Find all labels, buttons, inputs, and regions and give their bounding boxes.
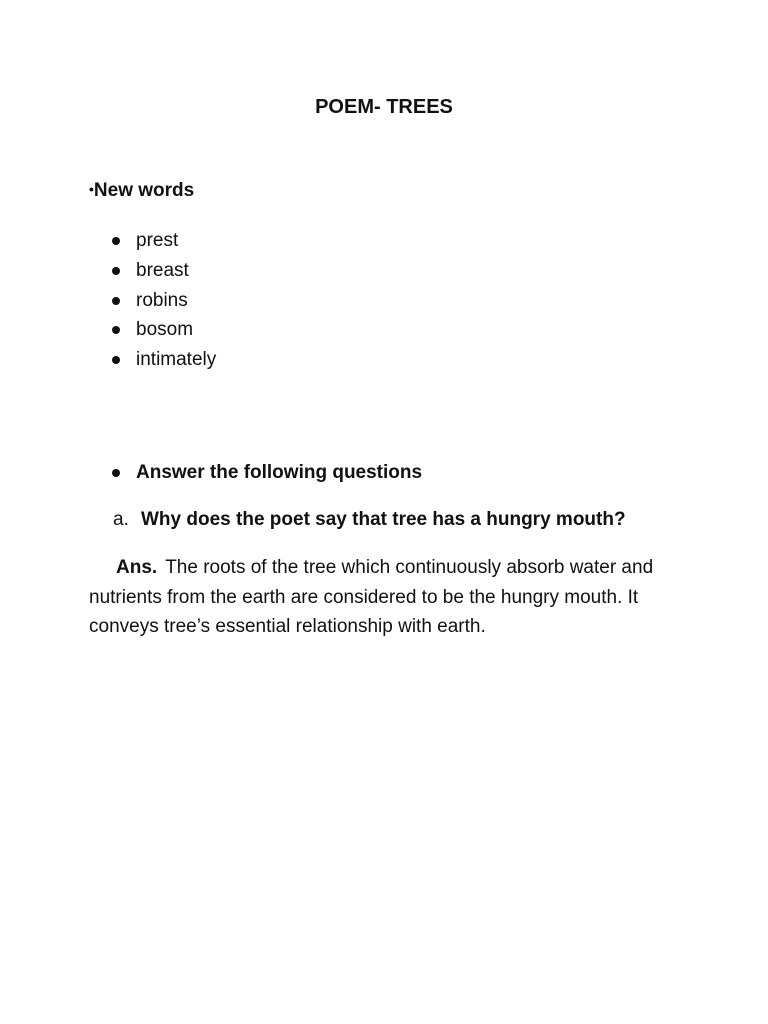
question-a [113,507,626,533]
new-words-list [110,228,216,377]
answer-a [89,553,689,642]
bullet-icon [112,356,120,364]
answer-label: Ans. [116,557,158,578]
question-marker: a. [113,509,129,530]
question-text: Why does the poet say that tree has a hungry mouth? [141,509,626,530]
list-item [110,288,216,318]
word-text: breast [136,259,189,281]
answer-text: The roots of the tree which continuously absorb water and nutrients from the earth are considered to be the hungry mouth. It conveys tree’s essential relationship with earth. [89,557,654,637]
list-item [110,347,216,377]
bullet-icon [112,469,120,477]
bullet-icon [112,267,120,275]
word-text: robins [136,289,188,311]
new-words-heading-label: New words [93,180,195,201]
bullet-icon: • [89,181,94,197]
bullet-icon [112,237,120,245]
questions-heading-label: Answer the following questions [136,462,423,483]
list-item [110,317,216,347]
word-text: intimately [136,349,217,371]
new-words-heading [89,180,194,202]
word-text: bosom [136,319,194,341]
list-item [110,258,216,288]
list-item [110,228,216,258]
word-text: prest [136,230,179,251]
page-title: POEM- TREES [315,96,453,118]
questions-heading [110,460,422,486]
bullet-icon [112,326,120,334]
bullet-icon [112,297,120,305]
